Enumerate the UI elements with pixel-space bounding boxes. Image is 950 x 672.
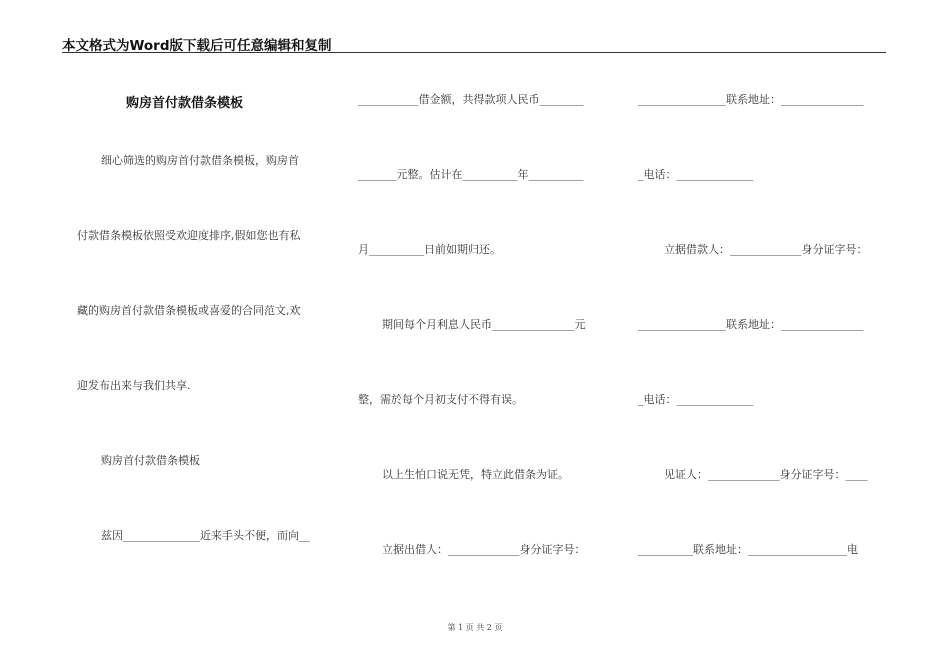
body-line: 迎发布出来与我们共享. xyxy=(77,379,191,392)
body-line: 付款借条模板依照受欢迎度排序,假如您也有私 xyxy=(77,229,301,242)
header-divider xyxy=(62,52,886,53)
page-number: 第 1 页 共 2 页 xyxy=(447,623,503,632)
body-line: _______元整。估计在__________年__________ xyxy=(358,168,584,181)
document-header: 本文格式为Word版下载后可任意编辑和复制 xyxy=(62,38,332,54)
body-line: __________联系地址：__________________电 xyxy=(638,543,858,556)
body-line: 购房首付款借条模板 xyxy=(101,454,200,467)
body-line: ________________联系地址：_______________ xyxy=(638,318,864,331)
body-line: 期间每个月利息人民币_______________元 xyxy=(382,318,586,331)
body-line: 立据借款人：_____________身分证字号： xyxy=(664,243,868,256)
document-title: 购房首付款借条模板 xyxy=(126,96,244,111)
body-line: _电话：______________ xyxy=(638,168,754,181)
body-line: 兹因______________近来手头不便，而向__ xyxy=(101,529,310,542)
body-line: 整，需於每个月初支付不得有误。 xyxy=(358,393,523,406)
body-line: 月__________日前如期归还。 xyxy=(358,243,501,256)
body-line: 细心筛选的购房首付款借条模板，购房首 xyxy=(101,154,299,167)
body-line: 立据出借人：_____________身分证字号： xyxy=(382,543,586,556)
body-line: 以上生怕口说无凭，特立此借条为证。 xyxy=(382,468,569,481)
body-line: 见证人：_____________身分证字号：____ xyxy=(664,468,868,481)
body-line: 藏的购房首付款借条模板或喜爱的合同范文,欢 xyxy=(77,304,301,317)
body-line: ________________联系地址：_______________ xyxy=(638,93,864,106)
body-line: ___________借金额，共得款项人民币________ xyxy=(358,93,584,106)
body-line: _电话：______________ xyxy=(638,393,754,406)
